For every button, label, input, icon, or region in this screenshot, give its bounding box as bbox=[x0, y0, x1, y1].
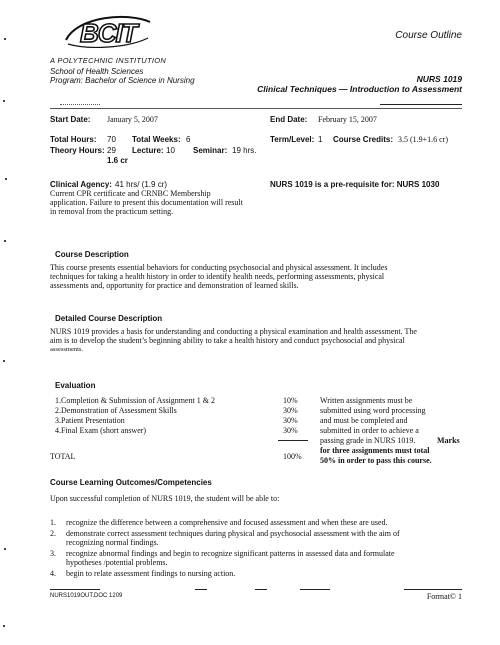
outcome-text: recognizing normal findings. bbox=[66, 538, 159, 547]
footer-page: Format© 1 bbox=[426, 592, 462, 601]
description-line: techniques for taking a health history in order to identify health needs, performing assessments, physical bbox=[50, 272, 385, 281]
theory-hours-value: 29 bbox=[107, 146, 116, 155]
divider bbox=[60, 104, 100, 105]
total-hours-value: 70 bbox=[107, 135, 116, 144]
evaluation-item-pct: 30% bbox=[283, 426, 298, 435]
note-line: for three assignments must total bbox=[320, 446, 430, 455]
footer-rule bbox=[195, 589, 207, 590]
note-line: 50% in order to pass this course. bbox=[320, 456, 432, 465]
note-line: passing grade in NURS 1019. bbox=[320, 436, 416, 445]
evaluation-item-pct: 30% bbox=[283, 406, 298, 415]
school-name: School of Health Sciences bbox=[50, 67, 144, 76]
lecture-value: 10 bbox=[166, 146, 175, 155]
outcomes-heading: Course Learning Outcomes/Competencies bbox=[50, 478, 212, 487]
evaluation-total-label: TOTAL bbox=[50, 452, 76, 461]
detailed-line: NURS 1019 provides a basis for understanding and conducting a physical examination and health assessment. The bbox=[50, 327, 417, 336]
cpr-note-line: in removal from the practicum setting. bbox=[50, 207, 174, 216]
doc-type: Course Outline bbox=[395, 30, 462, 41]
footer-filename: NURS1019OUT.DOC 1209 bbox=[50, 593, 123, 599]
program-name: Program: Bachelor of Science in Nursing bbox=[50, 76, 195, 85]
evaluation-heading: Evaluation bbox=[55, 381, 96, 390]
end-date-label: End Date: bbox=[270, 115, 308, 124]
course-code: NURS 1019 bbox=[416, 74, 462, 84]
course-title: Clinical Techniques — Introduction to Assessment bbox=[257, 84, 462, 94]
course-description-heading: Course Description bbox=[55, 250, 129, 259]
theory-credit: 1.6 cr bbox=[107, 156, 128, 165]
seminar-label: Seminar: bbox=[193, 146, 228, 155]
outcome-number: 4. bbox=[50, 569, 56, 578]
outcome-text: hypotheses /potential problems. bbox=[66, 558, 168, 567]
footer-rule bbox=[404, 589, 462, 590]
scan-speck bbox=[3, 625, 5, 627]
clinical-agency-label: Clinical Agency: bbox=[50, 180, 112, 189]
detailed-line: assessments. bbox=[50, 346, 84, 353]
evaluation-item-label: 2.Demonstration of Assessment Skills bbox=[55, 406, 177, 415]
scan-speck bbox=[5, 178, 7, 180]
start-date-label: Start Date: bbox=[50, 115, 91, 124]
description-line: assessments and, opportunity for practice and demonstration of learned skills. bbox=[50, 281, 299, 290]
divider bbox=[380, 104, 462, 105]
footer-rule bbox=[50, 589, 100, 590]
term-value: 1 bbox=[318, 135, 323, 144]
credits-value: 3.5 (1.9+1.6 cr) bbox=[398, 135, 449, 144]
total-hours-label: Total Hours: bbox=[50, 135, 97, 144]
credits-label: Course Credits: bbox=[333, 135, 394, 144]
start-date-value: January 5, 2007 bbox=[107, 115, 158, 124]
term-label: Term/Level: bbox=[270, 135, 315, 144]
header-rule bbox=[50, 108, 462, 109]
scan-speck bbox=[4, 548, 6, 550]
total-rule bbox=[278, 440, 308, 441]
theory-hours-label: Theory Hours: bbox=[50, 146, 105, 155]
prerequisite-note: NURS 1019 is a pre-requisite for: NURS 1030 bbox=[270, 180, 440, 189]
note-line: submitted in order to achieve a bbox=[320, 426, 419, 435]
outcomes-intro: Upon successful completion of NURS 1019, the student will be able to: bbox=[50, 494, 280, 503]
scan-speck bbox=[4, 38, 6, 40]
outcome-text: recognize the difference between a comprehensive and focused assessment and when these are used. bbox=[66, 518, 388, 527]
clinical-agency-value: 41 hrs/ (1.9 cr) bbox=[115, 180, 168, 189]
note-line: and must be completed and bbox=[320, 416, 408, 425]
outcome-text: demonstrate correct assessment techniques during physical and psychosocial assessment with the aim of bbox=[66, 529, 400, 538]
note-line: submitted using word processing bbox=[320, 406, 426, 415]
cpr-note-line: application. Failure to present this documentation will result bbox=[50, 198, 243, 207]
logo-text: BCIT bbox=[80, 18, 137, 48]
total-weeks-label: Total Weeks: bbox=[132, 135, 181, 144]
note-line: Written assignments must be bbox=[320, 396, 413, 405]
detailed-line: aim is to develop the student’s beginning ability to take a health history and conduct psychosocial and physical bbox=[50, 336, 405, 345]
evaluation-item-pct: 30% bbox=[283, 416, 298, 425]
outcome-text: begin to relate assessment findings to nursing action. bbox=[66, 569, 236, 578]
cpr-note-line: Current CPR certificate and CRNBC Membership bbox=[50, 189, 211, 198]
outcome-number: 1. bbox=[50, 518, 56, 527]
lecture-label: Lecture: bbox=[132, 146, 164, 155]
scan-speck bbox=[3, 360, 5, 362]
outcome-number: 3. bbox=[50, 549, 56, 558]
evaluation-item-label: 4.Final Exam (short answer) bbox=[55, 426, 147, 435]
outcome-number: 2. bbox=[50, 529, 56, 538]
footer-rule bbox=[300, 589, 330, 590]
logo-tagline: A POLYTECHNIC INSTITUTION bbox=[50, 56, 167, 65]
bcit-logo bbox=[58, 10, 158, 54]
scan-speck bbox=[4, 240, 6, 242]
outcome-text: recognize abnormal findings and begin to recognize significant patterns in assessed data and formulate bbox=[66, 549, 395, 558]
evaluation-item-label: 1.Completion & Submission of Assignment 1 & 2 bbox=[55, 396, 216, 405]
total-weeks-value: 6 bbox=[186, 135, 191, 144]
footer-rule bbox=[255, 589, 267, 590]
seminar-value: 19 hrs. bbox=[232, 146, 257, 155]
evaluation-item-label: 3.Patient Presentation bbox=[55, 416, 125, 425]
scan-speck bbox=[3, 100, 5, 102]
description-line: This course presents essential behaviors for conducting psychosocial and physical assessment. It includes bbox=[50, 263, 388, 272]
end-date-value: February 15, 2007 bbox=[318, 115, 377, 124]
evaluation-total-pct: 100% bbox=[283, 452, 302, 461]
evaluation-item-pct: 10% bbox=[283, 396, 298, 405]
detailed-description-heading: Detailed Course Description bbox=[55, 314, 163, 323]
note-line: Marks bbox=[437, 436, 460, 445]
